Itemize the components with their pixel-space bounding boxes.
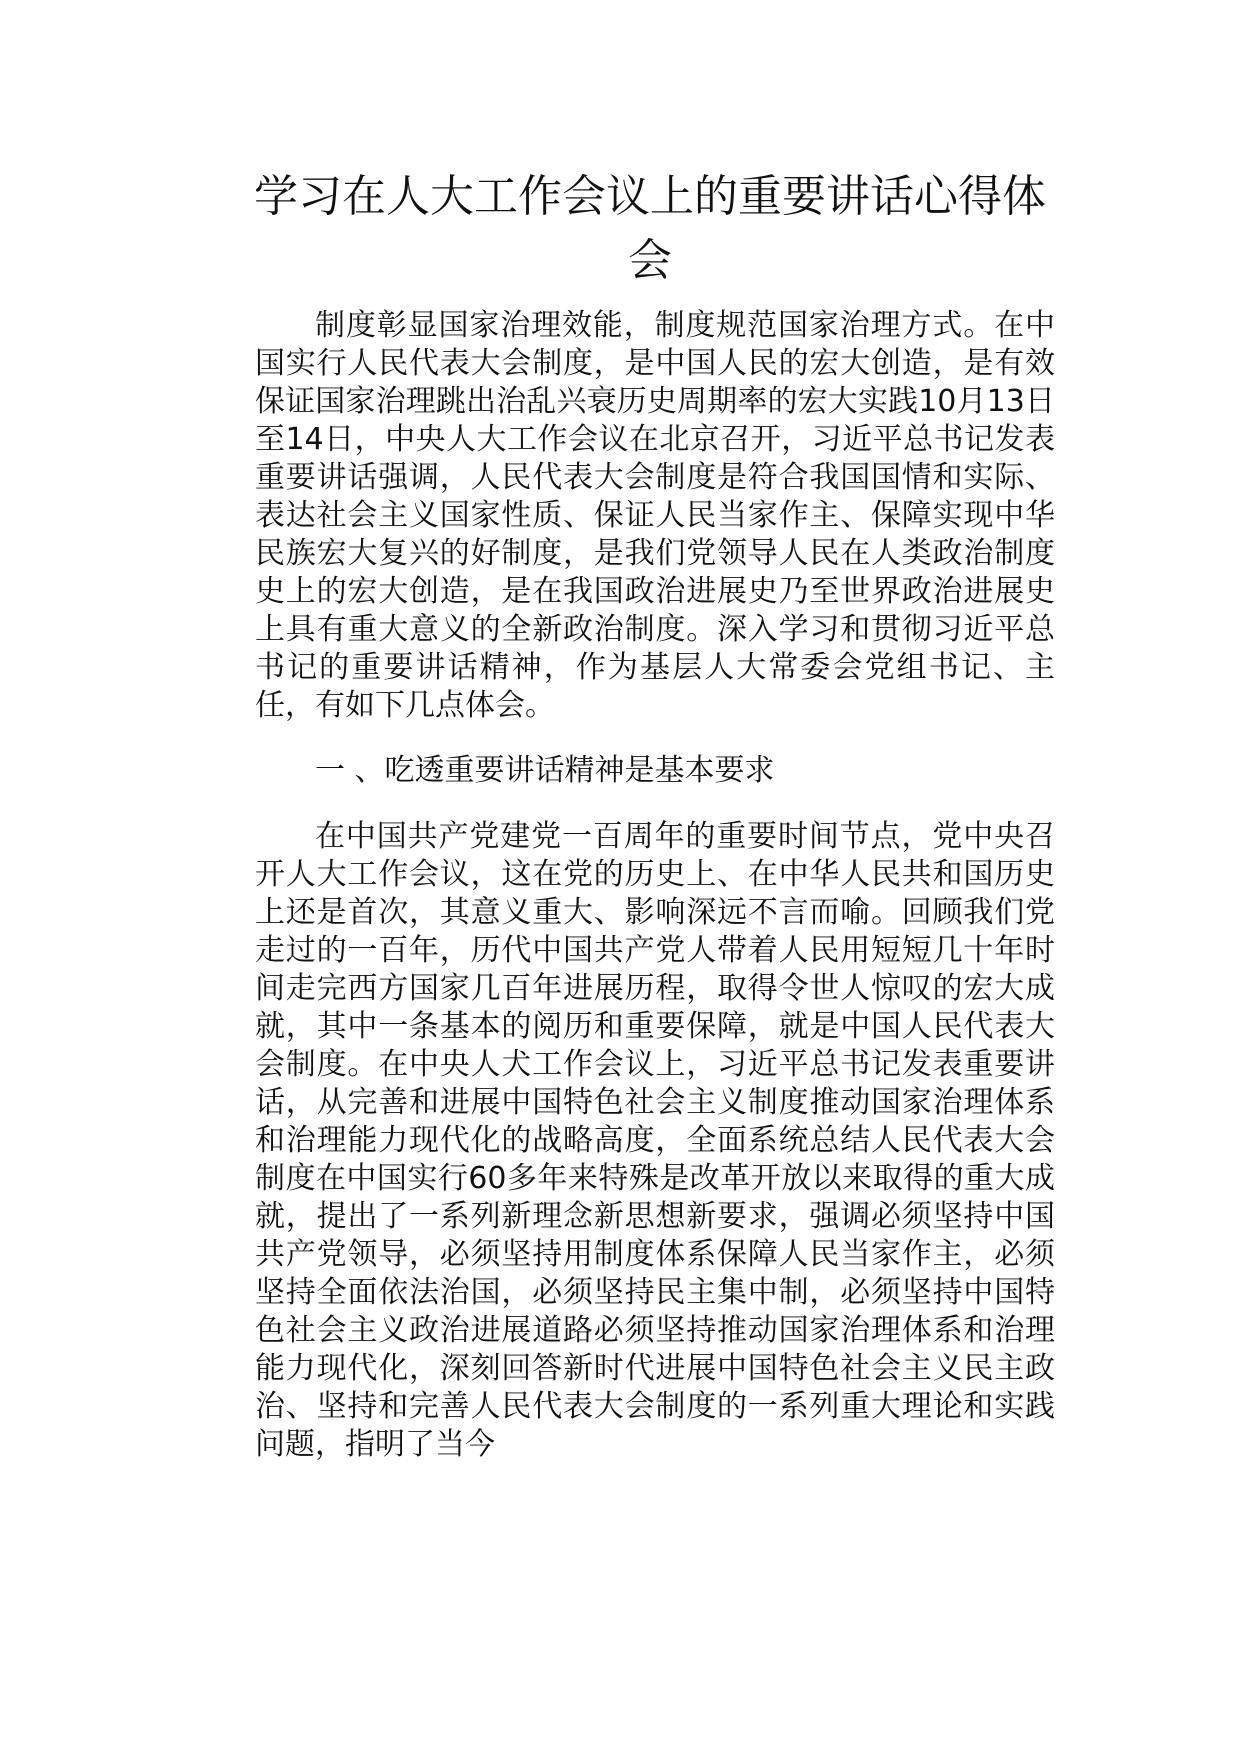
section-heading: 一 、吃透重要讲话精神是基本要求 [315,753,775,788]
section-paragraph: 在中国共产党建党一百周年的重要时间节点，党中央召开人大工作会议，这在党的历史上、在中华人民共和国历史上还是首次，其意义重大、影响深远不言而喻。回顾我们党走过的一百年，历代中国共产党人带着人民用短短几十年时间走完西方国家几百年进展历程，取得令世人惊叹的宏大成就，其中一条基本的阅历和重要保障，就是中国人民代表大会制度。在中央人犬工作会议上，习近平总书记发表重要讲话，从完善和进展中国特色社会主义制度推动国家治理体系和治理能力现代化的战略高度，全面系统总结人民代表大会制度在中国实行60多年来特殊是改革开放以来取得的重大成就，提出了一系列新理念新思想新要求，强调必须坚持中国共产党领导，必须坚持用制度体系保障人民当家作主，必须坚持全面依法治国，必须坚持民主集中制，必须坚持中国特色社会主义政治进展道路必须坚持推动国家治理体系和治理能力现代化，深刻回答新时代进展中国特色社会主义民主政治、坚持和完善人民代表大会制度的一系列重大理论和实践问题，指明了当今 [255,819,1055,1462]
intro-paragraph: 制度彰显国家治理效能，制度规范国家治理方式。在中国实行人民代表大会制度，是中国人民的宏大创造，是有效保证国家治理跳出治乱兴衰历史周期率的宏大实践10月13日至14日，中央人大工作会议在北京召开，习近平总书记发表重要讲话强调，人民代表大会制度是符合我国国情和实际、表达社会主义国家性质、保证人民当家作主、保障实现中华民族宏大复兴的好制度，是我们党领导人民在人类政治制度史上的宏大创造，是在我国政治进展史乃至世界政治进展史上具有重大意义的全新政治制度。深入学习和贯彻习近平总书记的重要讲话精神，作为基层人大常委会党组书记、主任，有如下几点体会。 [255,308,1055,723]
document-title: 学习在人大工作会议上的重要讲话心得体会 [254,171,1046,286]
